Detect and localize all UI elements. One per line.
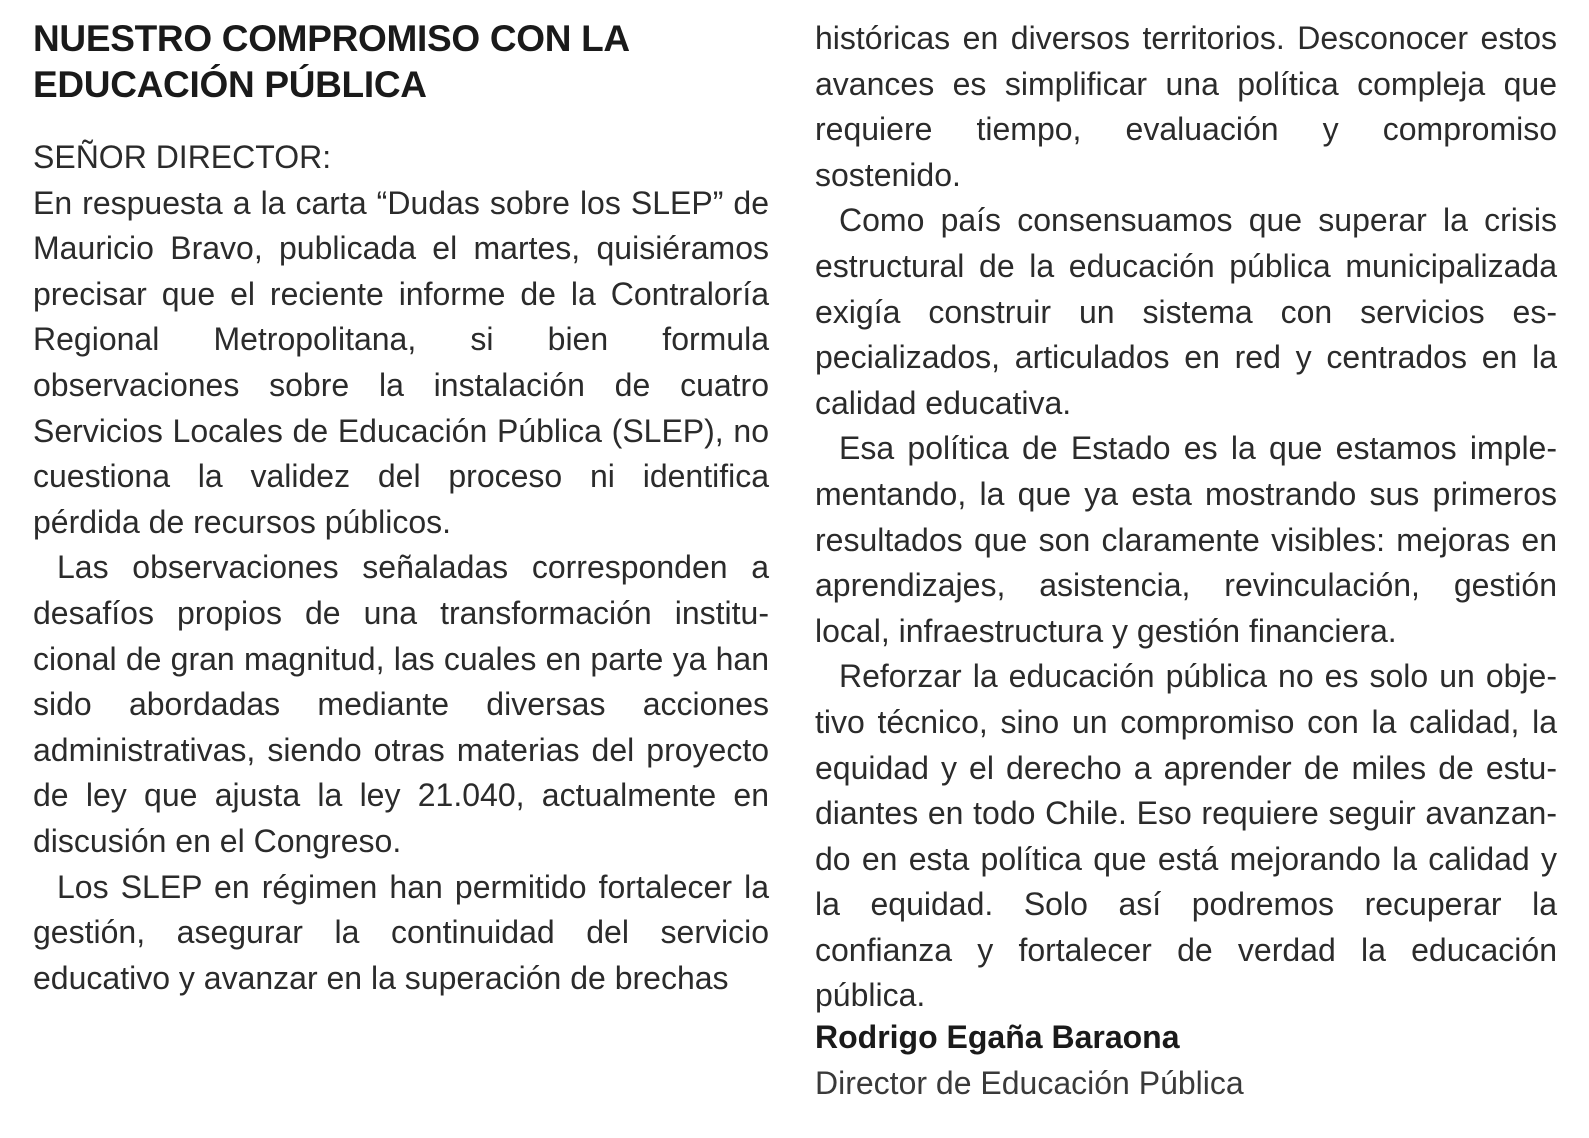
body-paragraph: Las observaciones señaladas corresponden a desafíos propios de una transformación institucional de gran magnitud, las cuales en parte ya han sido abordadas mediante diversas acciones administrativas, siendo otras materias del proyecto de ley que ajusta la ley 21.040, actualmente en discusión en el Congreso.	[33, 549, 769, 859]
right-column	[815, 16, 1557, 1019]
signature-block	[815, 1014, 1415, 1106]
title-line-2: EDUCACIÓN PÚBLICA	[33, 64, 427, 105]
body-paragraph: históricas en diversos territorios. Desconocer estos avances es simplificar una política compleja que requiere tiempo, evaluación y compromiso sostenido.	[815, 20, 1557, 193]
signature-name: Rodrigo Egaña Baraona	[815, 1019, 1180, 1055]
body-paragraph: En respuesta a la carta “Dudas sobre los SLEP” de Mauricio Bravo, publicada el martes, quisiéramos precisar que el reciente informe de la Contraloría Regional Metropolitana, si bien formula observaciones sobre la instalación de cuatro Servicios Locales de Educación Pública (SLEP), no cuestiona la validez del proceso ni identifica pérdida de recursos públicos.	[33, 184, 769, 540]
letter-title	[33, 16, 769, 108]
body-paragraph: Reforzar la educación pública no es solo un objetivo técnico, sino un compromiso con la calidad, la equidad y el derecho a aprender de miles de estudiantes en todo Chile. Eso requiere seguir avanzando en esta política que está mejorando la calidad y la equidad. Solo así podremos recuperar la confianza y fortalecer de verdad la educación pública.	[815, 658, 1557, 1014]
signature-role: Director de Educación Pública	[815, 1065, 1244, 1101]
salutation: SEÑOR DIRECTOR:	[33, 139, 332, 175]
body-paragraph: Esa política de Estado es la que estamos implementando, la que ya esta mostrando sus primeros resultados que son claramente visibles: mejoras en aprendizajes, asistencia, revinculación, gestión local, infraestructura y gestión financiera.	[815, 430, 1557, 649]
body-paragraph: Los SLEP en régimen han permitido fortalecer la gestión, asegurar la continuidad del servicio educativo y avanzar en la superación de brechas	[33, 868, 769, 996]
title-line-1: NUESTRO COMPROMISO CON LA	[33, 18, 630, 59]
left-column	[33, 16, 769, 1001]
body-paragraph: Como país consensuamos que superar la crisis estructural de la educación pública municipalizada exigía construir un sistema con servicios especializados, articulados en red y centrados en la calidad educativa.	[815, 202, 1557, 421]
